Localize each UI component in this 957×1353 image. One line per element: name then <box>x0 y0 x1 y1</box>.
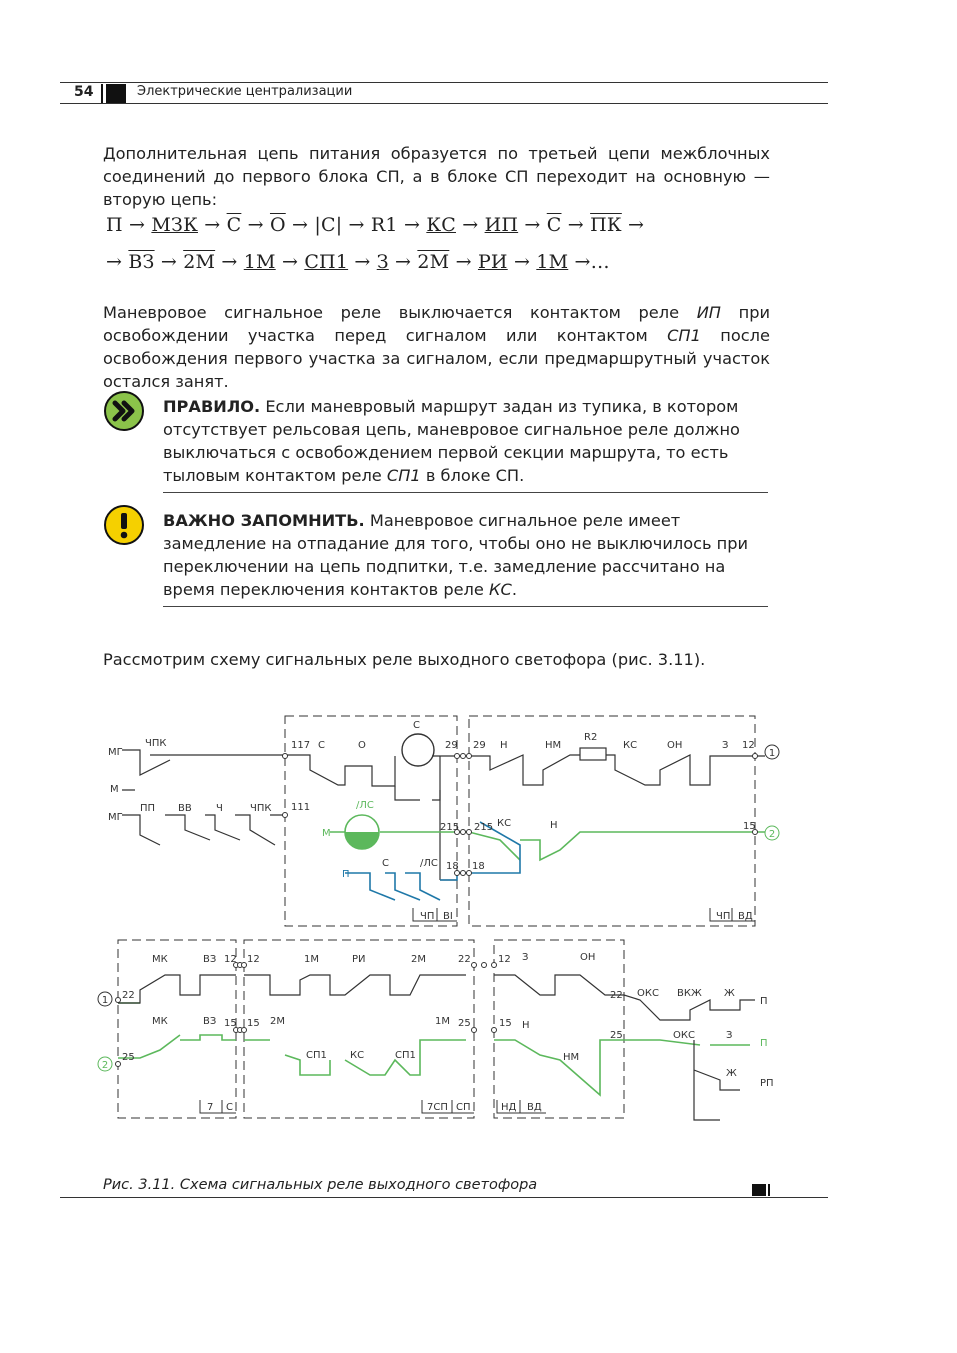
schematic-label: Ж <box>726 1068 737 1079</box>
svg-text:2: 2 <box>768 829 776 840</box>
schematic-label: С <box>318 740 325 751</box>
schematic-label: /ЛС <box>356 800 374 811</box>
formula-term: ВЗ <box>128 251 155 273</box>
schematic-label: ЧП <box>420 911 435 922</box>
schematic-label: СП <box>456 1102 471 1113</box>
schematic-label: Н <box>522 1020 530 1031</box>
svg-text:1: 1 <box>101 995 109 1006</box>
schematic-label: 22 <box>458 954 471 965</box>
schematic-label: 15 <box>743 821 756 832</box>
terminal-2 <box>98 1057 112 1071</box>
formula-term: С <box>226 214 242 236</box>
double-chevron-icon <box>104 391 144 431</box>
relay-name: СП1 <box>667 326 701 345</box>
schematic-label: 29 <box>445 740 458 751</box>
schematic-label: ОН <box>667 740 683 751</box>
signal-relay-schematic <box>0 700 957 1130</box>
formula-term: МЗК <box>151 214 198 236</box>
formula-term: 2М <box>183 251 216 273</box>
important-note-text: . <box>511 580 517 599</box>
schematic-label: Н <box>550 820 558 831</box>
schematic-label: ОКС <box>673 1030 695 1041</box>
formula-term: СП1 <box>304 251 349 273</box>
relay-coil-c <box>402 734 434 766</box>
relay-name: СП1 <box>386 466 421 485</box>
schematic-label: 29 <box>473 740 486 751</box>
schematic-label: /ЛС <box>420 858 438 869</box>
footer-rule <box>60 1197 828 1198</box>
schematic-label: 18 <box>472 861 485 872</box>
formula-line-1: П → МЗК → С → О → |С| → R1 → КС → ИП → С → ПК → <box>106 214 645 236</box>
caption-end-marker <box>752 1184 766 1196</box>
schematic-label: НМ <box>563 1052 580 1063</box>
schematic-label: 12 <box>742 740 755 751</box>
svg-text:1: 1 <box>768 748 776 759</box>
schematic-label: ЧПК <box>145 738 167 749</box>
schematic-label: 2М <box>411 954 426 965</box>
schematic-label: ПП <box>140 803 156 814</box>
schematic-label: ОН <box>580 952 596 963</box>
schematic-label: 15 <box>224 1018 237 1029</box>
formula-term: З <box>376 251 389 273</box>
schematic-label: 15 <box>247 1018 260 1029</box>
schematic-label: 18 <box>446 861 459 872</box>
schematic-label: МГ <box>108 812 123 823</box>
schematic-label: КС <box>623 740 638 751</box>
formula-term: … <box>590 251 610 273</box>
schematic-label: 215 <box>440 822 460 833</box>
schematic-label: З <box>722 740 729 751</box>
formula-term: ПК <box>590 214 622 236</box>
schematic-label: О <box>358 740 366 751</box>
schematic-label: П <box>760 1038 768 1049</box>
figure-intro-paragraph: Рассмотрим схему сигнальных реле выходного светофора (рис. 3.11). <box>103 650 706 669</box>
schematic-label: СП1 <box>306 1050 327 1061</box>
schematic-label: 25 <box>458 1018 471 1029</box>
schematic-label: РП <box>760 1078 774 1089</box>
schematic-label: КС <box>497 818 512 829</box>
formula-term: РИ <box>477 251 508 273</box>
schematic-label: СП1 <box>395 1050 416 1061</box>
schematic-label: 12 <box>247 954 260 965</box>
terminal-1 <box>765 745 779 759</box>
schematic-label: С <box>413 720 420 731</box>
schematic-label: ВВ <box>178 803 192 814</box>
header-marker-block <box>106 84 126 103</box>
formula-term: О <box>269 214 286 236</box>
rule-note-label: ПРАВИЛО. <box>163 397 261 416</box>
rule-note-underline <box>163 492 768 493</box>
schematic-label: НМ <box>545 740 562 751</box>
schematic-label: 15 <box>499 1018 512 1029</box>
schematic-label: 117 <box>291 740 311 751</box>
schematic-label: ВI <box>443 911 453 922</box>
schematic-label: 2М <box>270 1016 285 1027</box>
schematic-label: МК <box>152 1016 168 1027</box>
caption-end-bar <box>768 1184 770 1196</box>
schematic-label: 25 <box>122 1052 135 1063</box>
schematic-label: М <box>322 828 331 839</box>
schematic-label: ВД <box>738 911 753 922</box>
schematic-label: 22 <box>610 990 623 1001</box>
schematic-label: 25 <box>610 1030 623 1041</box>
terminal-2 <box>765 826 779 840</box>
paragraph-text: после освобождения первого участка за сигналом, если предмаршрутный участок остался занят. <box>103 326 770 391</box>
schematic-label: 111 <box>291 802 311 813</box>
schematic-label: ВД <box>527 1102 542 1113</box>
formula-term: ИП <box>484 214 519 236</box>
schematic-label: НД <box>501 1102 517 1113</box>
schematic-label: 7СП <box>427 1102 448 1113</box>
figure-caption: Рис. 3.11. Схема сигнальных реле выходного светофора <box>103 1177 538 1193</box>
schematic-label: З <box>726 1030 733 1041</box>
schematic-label: ЧП <box>716 911 731 922</box>
schematic-label: М <box>110 784 119 795</box>
schematic-label: 22 <box>122 990 135 1001</box>
schematic-label: 12 <box>498 954 511 965</box>
formula-term: 2М <box>417 251 450 273</box>
schematic-label: Ж <box>724 988 735 999</box>
formula-term: |С| <box>314 214 343 236</box>
exclamation-icon <box>104 505 144 545</box>
rule-note-text: в блоке СП. <box>420 466 525 485</box>
formula-term: П <box>106 214 123 236</box>
schematic-label: МК <box>152 954 168 965</box>
schematic-label: 1М <box>304 954 319 965</box>
formula-term: R1 <box>370 214 398 236</box>
schematic-label: ВКЖ <box>677 988 702 999</box>
header-top-rule <box>60 82 828 83</box>
important-note-label: ВАЖНО ЗАПОМНИТЬ. <box>163 511 365 530</box>
svg-text:2: 2 <box>101 1060 109 1071</box>
header-bottom-rule <box>60 103 828 104</box>
header-divider <box>101 84 103 103</box>
formula-term: С <box>546 214 562 236</box>
schematic-label: 12 <box>224 954 237 965</box>
schematic-label: П <box>760 996 768 1007</box>
schematic-label: С <box>382 858 389 869</box>
schematic-label: ВЗ <box>203 954 217 965</box>
schematic-label: РИ <box>352 954 366 965</box>
relay-name: ИП <box>696 303 721 322</box>
schematic-label: ОКС <box>637 988 659 999</box>
important-note-underline <box>163 606 768 607</box>
formula-term: КС <box>426 214 456 236</box>
schematic-label: МГ <box>108 747 123 758</box>
paragraph-relay-off <box>103 301 770 393</box>
formula-term: 1М <box>536 251 569 273</box>
schematic-label: 215 <box>474 822 494 833</box>
formula-line-2: → ВЗ → 2М → 1М → СП1 → З → 2М → РИ → 1М →… <box>106 251 610 273</box>
terminal-1 <box>98 992 112 1006</box>
rule-note <box>163 395 768 487</box>
schematic-label: ЧПК <box>250 803 272 814</box>
schematic-label: З <box>522 952 529 963</box>
page-number: 54 <box>74 84 94 100</box>
important-note-text: Маневровое сигнальное реле имеет замедление на отпадание для того, чтобы оно не выключилось при переключении на цепь подпитки, т.е. замедление рассчитано на время переключения контактов реле <box>163 511 749 599</box>
running-title: Электрические централизации <box>137 84 353 99</box>
paragraph-text: Маневровое сигнальное реле выключается контактом реле <box>103 303 697 322</box>
schematic-label: П <box>342 869 350 880</box>
schematic-label: Н <box>500 740 508 751</box>
schematic-label: 7 <box>207 1102 214 1113</box>
schematic-label: КС <box>350 1050 365 1061</box>
relay-name: КС <box>489 580 512 599</box>
schematic-label: 1М <box>435 1016 450 1027</box>
schematic-label: ВЗ <box>203 1016 217 1027</box>
schematic-label: С <box>226 1102 233 1113</box>
paragraph-text: при освобождении участка перед сигналом или контактом <box>103 303 770 345</box>
intro-paragraph: Дополнительная цепь питания образуется по третьей цепи межблочных соединений до первого блока СП, а в блоке СП переходит на основную — вторую цепь: <box>103 144 770 209</box>
rule-note-text: Если маневровый маршрут задан из тупика, в котором отсутствует рельсовая цепь, маневровое сигнальное реле должно выключаться с освобождением первой секции маршрута, то есть тыловым контактом реле <box>163 397 740 485</box>
schematic-label: R2 <box>584 732 598 743</box>
schematic-label: Ч <box>216 803 223 814</box>
formula-term: 1М <box>243 251 276 273</box>
important-note <box>163 509 768 601</box>
